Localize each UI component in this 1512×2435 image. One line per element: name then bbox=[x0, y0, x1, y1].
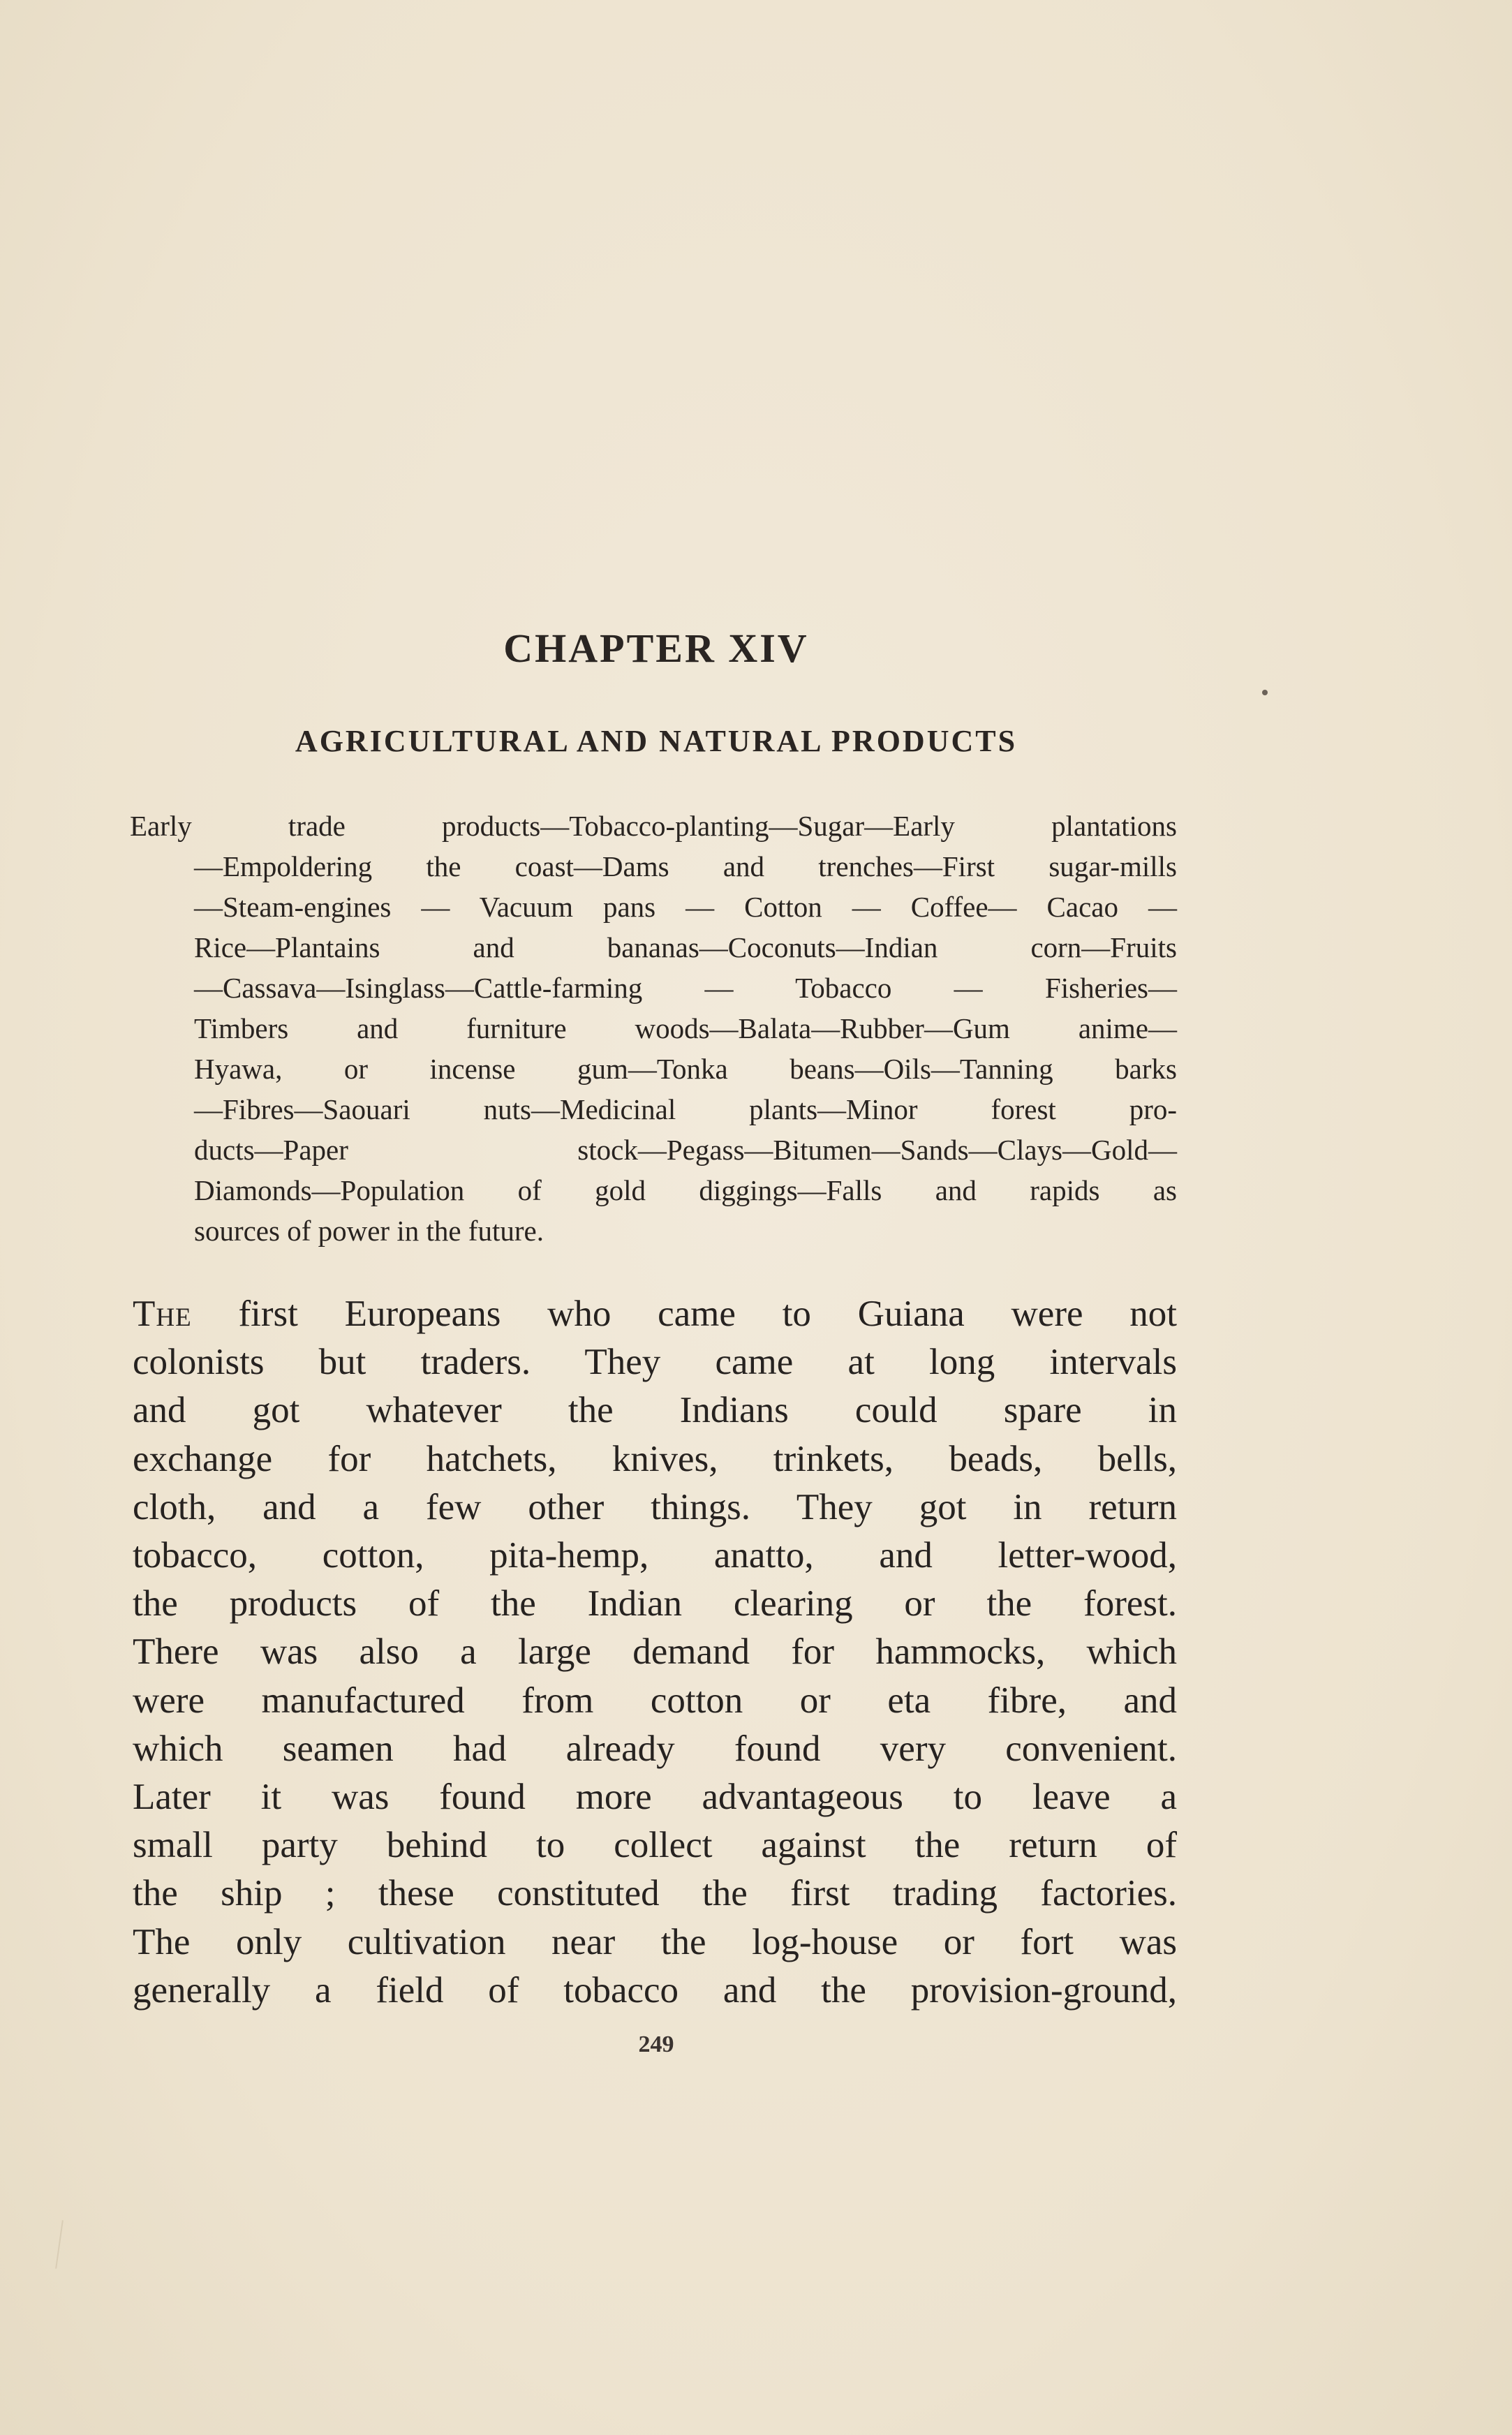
paper-crease bbox=[55, 2220, 64, 2269]
body-line-text: first Europeans who came to Guiana were not bbox=[191, 1294, 1177, 1334]
body-line: colonists but traders. They came at long intervals bbox=[133, 1342, 1177, 1383]
body-line: the products of the Indian clearing or the forest. bbox=[133, 1583, 1177, 1624]
synopsis-line: Early trade products—Tobacco-planting—Sugar—Early plantations bbox=[130, 810, 1177, 842]
synopsis-line: Timbers and furniture woods—Balata—Rubber—Gum anime— bbox=[194, 1012, 1177, 1044]
body-line: the ship ; these constituted the first trading factories. bbox=[133, 1873, 1177, 1914]
paper-speck bbox=[1262, 690, 1268, 695]
body-line: exchange for hatchets, knives, trinkets, beads, bells, bbox=[133, 1438, 1177, 1479]
synopsis-line: Diamonds—Population of gold diggings—Falls and rapids as bbox=[194, 1174, 1177, 1206]
body-line: The only cultivation near the log-house or fort was bbox=[133, 1921, 1177, 1962]
body-line: and got whatever the Indians could spare in bbox=[133, 1390, 1177, 1431]
body-line: There was also a large demand for hammocks, which bbox=[133, 1631, 1177, 1673]
body-line: were manufactured from cotton or eta fibre, and bbox=[133, 1680, 1177, 1721]
chapter-subtitle: AGRICULTURAL AND NATURAL PRODUCTS bbox=[295, 724, 1018, 758]
synopsis-line: —Steam-engines — Vacuum pans — Cotton — Coffee— Cacao — bbox=[194, 891, 1177, 923]
synopsis-line: Rice—Plantains and bananas—Coconuts—Indian corn—Fruits bbox=[194, 931, 1177, 963]
chapter-synopsis bbox=[130, 806, 1177, 1251]
synopsis-line: —Fibres—Saouari nuts—Medicinal plants—Minor forest pro- bbox=[194, 1093, 1177, 1125]
synopsis-line: ducts—Paper stock—Pegass—Bitumen—Sands—Clays—Gold— bbox=[194, 1134, 1177, 1166]
body-line: Later it was found more advantageous to leave a bbox=[133, 1777, 1177, 1818]
body-paragraph bbox=[133, 1290, 1177, 2015]
chapter-title: CHAPTER XIV bbox=[503, 626, 809, 671]
body-line: tobacco, cotton, pita-hemp, anatto, and letter-wood, bbox=[133, 1535, 1177, 1576]
body-line: cloth, and a few other things. They got in return bbox=[133, 1486, 1177, 1527]
body-line: generally a field of tobacco and the provision-ground, bbox=[133, 1969, 1177, 2011]
body-line: which seamen had already found very convenient. bbox=[133, 1728, 1177, 1769]
synopsis-line: Hyawa, or incense gum—Tonka beans—Oils—Tanning barks bbox=[194, 1053, 1177, 1085]
synopsis-line: —Cassava—Isinglass—Cattle-farming — Tobacco — Fisheries— bbox=[194, 972, 1177, 1004]
page-number: 249 bbox=[638, 2031, 674, 2057]
body-line bbox=[133, 1290, 1177, 1338]
synopsis-line: sources of power in the future. bbox=[194, 1215, 544, 1247]
synopsis-line: —Empoldering the coast—Dams and trenches—First sugar-mills bbox=[194, 850, 1177, 882]
opening-small-caps-word: The bbox=[133, 1294, 192, 1334]
body-line: small party behind to collect against the return of bbox=[133, 1825, 1177, 1866]
